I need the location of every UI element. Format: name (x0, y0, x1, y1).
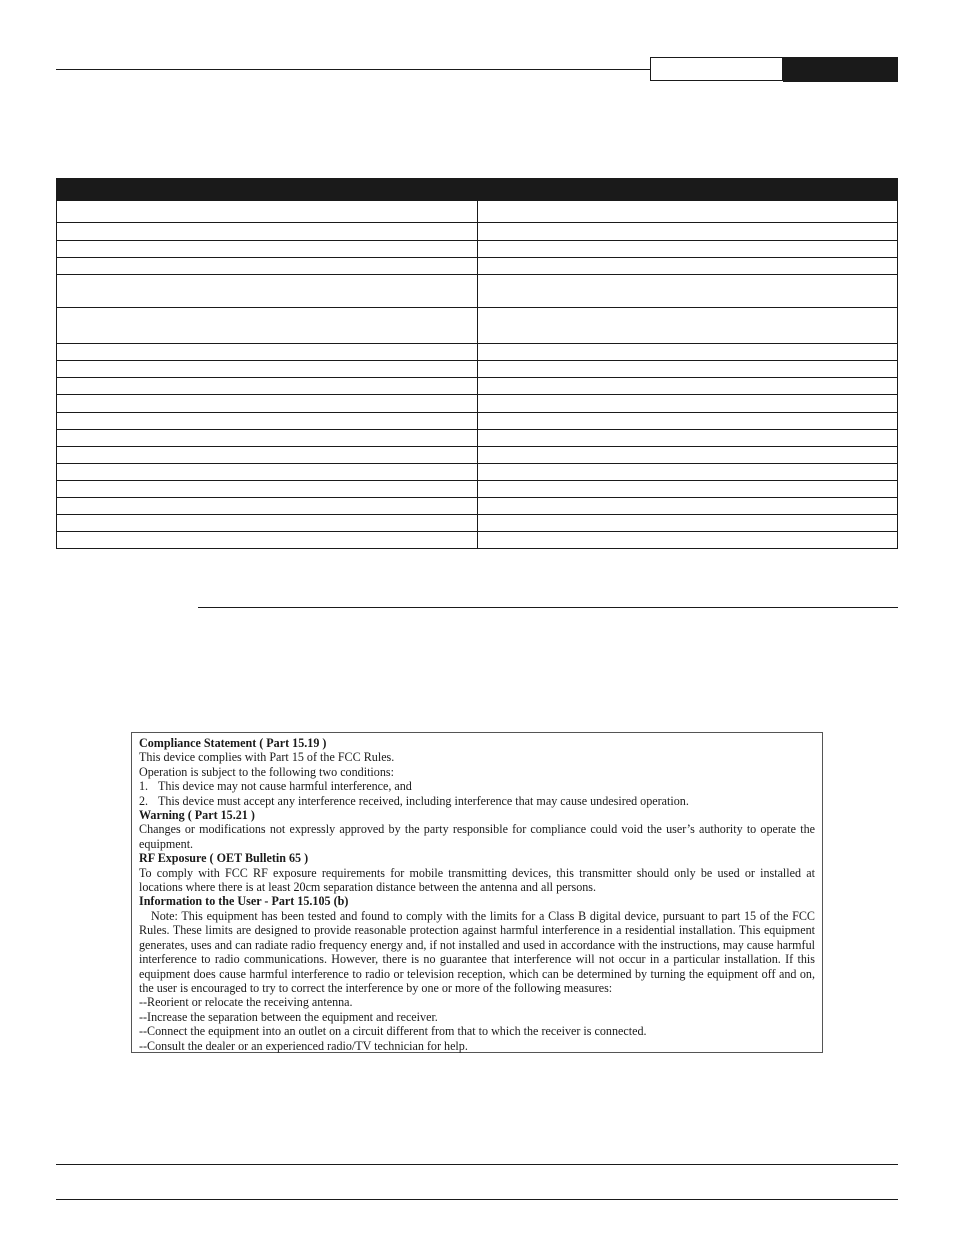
rf-exposure-text: To comply with FCC RF exposure requirements for mobile transmitting devices, this transmitter should only be used or installed at locations where there is at least 20cm separation distance between the antenna and all persons. (139, 865, 815, 895)
table-cell (477, 430, 898, 447)
table-cell (57, 515, 478, 532)
warning-text: Changes or modifications not expressly approved by the party responsible for compliance could void the user’s authority to operate the equipment. (139, 822, 815, 851)
footer-rule-bottom (56, 1199, 898, 1200)
table-row (57, 258, 898, 275)
condition-item (139, 794, 815, 808)
section-rule (198, 607, 898, 608)
table-row (57, 515, 898, 532)
table-cell (57, 532, 478, 549)
header-rule (56, 69, 650, 70)
table-cell (57, 464, 478, 481)
compliance-heading: Compliance Statement ( Part 15.19 ) (139, 736, 327, 750)
table-row (57, 361, 898, 378)
table-cell (57, 481, 478, 498)
table-cell (477, 413, 898, 430)
spec-table-header (57, 179, 898, 201)
table-cell (477, 464, 898, 481)
table-cell (57, 413, 478, 430)
table-cell (57, 223, 478, 241)
table-cell (57, 378, 478, 395)
measure-item: --Increase the separation between the equipment and receiver. (139, 1009, 438, 1024)
table-cell (57, 430, 478, 447)
table-row (57, 201, 898, 223)
table-row (57, 447, 898, 464)
header-page-box (783, 57, 898, 82)
table-cell (477, 515, 898, 532)
table-row (57, 241, 898, 258)
table-row (57, 464, 898, 481)
table-cell (477, 275, 898, 308)
table-cell (57, 308, 478, 344)
rf-exposure-heading: RF Exposure ( OET Bulletin 65 ) (139, 851, 309, 866)
table-cell (57, 361, 478, 378)
table-row (57, 481, 898, 498)
compliance-line: This device complies with Part 15 of the FCC Rules. (139, 750, 395, 765)
table-cell (477, 498, 898, 515)
table-row (57, 430, 898, 447)
table-cell (57, 258, 478, 275)
measure-item: --Consult the dealer or an experienced radio/TV technician for help. (139, 1038, 468, 1053)
table-row (57, 498, 898, 515)
table-cell (57, 395, 478, 413)
condition-item (139, 779, 815, 793)
footer-rule-top (56, 1164, 898, 1165)
table-row (57, 413, 898, 430)
measure-item: --Connect the equipment into an outlet on a circuit different from that to which the receiver is connected. (139, 1024, 647, 1039)
table-cell (57, 344, 478, 361)
table-row (57, 308, 898, 344)
table-cell (477, 308, 898, 344)
table-row (57, 378, 898, 395)
condition-number: 1. (139, 779, 149, 794)
table-row (57, 275, 898, 308)
table-cell (57, 498, 478, 515)
table-cell (57, 201, 478, 223)
header-label-box (650, 57, 783, 81)
table-row (57, 223, 898, 241)
table-row (57, 344, 898, 361)
condition-text: This device must accept any interference received, including interference that may cause undesired operation. (158, 793, 689, 808)
fcc-statement-box (131, 732, 823, 1053)
table-cell (57, 275, 478, 308)
table-cell (477, 378, 898, 395)
table-cell (477, 223, 898, 241)
table-cell (57, 447, 478, 464)
warning-heading: Warning ( Part 15.21 ) (139, 808, 255, 823)
table-row (57, 395, 898, 413)
spec-table (56, 178, 898, 549)
table-cell (477, 532, 898, 549)
compliance-line: Operation is subject to the following two conditions: (139, 764, 394, 779)
info-heading: Information to the User - Part 15.105 (b) (139, 894, 349, 909)
info-text: Note: This equipment has been tested and found to comply with the limits for a Class B digital device, pursuant to part 15 of the FCC Rules. These limits are designed to provide reasonable protection against harmful interference in a residential installation. This equipment generates, uses and can radiate radio frequency energy and, if not installed and used in accordance with the instructions, may cause harmful interference to radio communications. However, there is no guarantee that interference will not occur in a particular installation. If this equipment does cause harmful interference to radio or television reception, which can be determined by turning the equipment off and on, the user is encouraged to try to correct the interference by one or more of the following measures: (139, 908, 815, 995)
condition-number: 2. (139, 793, 149, 808)
table-cell (477, 481, 898, 498)
table-cell (57, 241, 478, 258)
condition-text: This device may not cause harmful interference, and (158, 779, 412, 794)
table-cell (477, 258, 898, 275)
table-cell (477, 361, 898, 378)
table-cell (477, 201, 898, 223)
table-cell (477, 447, 898, 464)
table-cell (477, 344, 898, 361)
table-cell (477, 241, 898, 258)
table-row (57, 532, 898, 549)
table-cell (477, 395, 898, 413)
measure-item: --Reorient or relocate the receiving antenna. (139, 995, 353, 1010)
spec-table-header-cell (57, 179, 898, 201)
